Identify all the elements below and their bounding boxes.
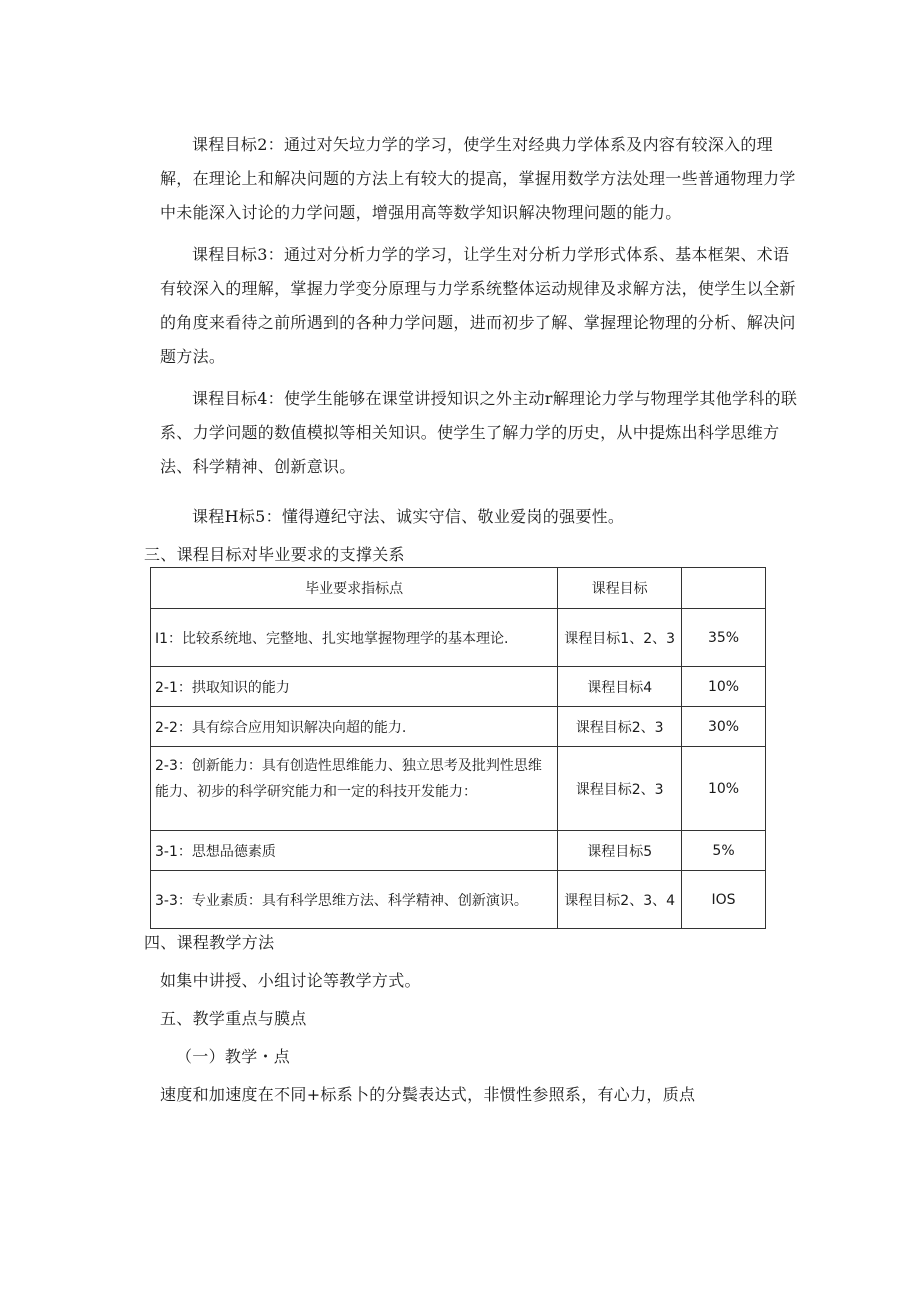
requirement-point: 3-1：思想品德素质 [151,831,558,871]
header-requirement-point: 毕业要求指标点 [151,568,558,609]
requirement-point: 3-3：专业素质：具有科学思维方法、科学精神、创新演识。 [151,871,558,929]
weight: 10% [682,747,766,831]
paragraph-goal-2: 课程目标2：通过对矢垃力学的学习，使学生对经典力学体系及内容有较深入的理解，在理论上和解决问题的方法上有较大的提高，掌握用数学方法处理一些普通物理力学中未能深入讨论的力学问题，增强用高等数学知识解决物理问题的能力。 [160,135,796,222]
course-goal: 课程目标2、3 [558,747,682,831]
subsection-1-heading: （一）教学・点 [176,1047,291,1066]
section-4-text: 如集中讲授、小组讨论等教学方式。 [160,971,421,990]
paragraph-goal-4: 课程目标4：使学生能够在课堂讲授知识之外主动r解理论力学与物理学其他学科的联系、力学问题的数值模拟等相关知识。使学生了解力学的历史，从中提炼出科学思维方法、科学精神、创新意识。 [160,389,798,476]
requirement-point: 2-1：拱取知识的能力 [151,667,558,707]
paragraph-goal-3: 课程目标3：通过对分析力学的学习，让学生对分析力学形式体系、基本框架、术语有较深入的理解，掌握力学变分原理与力学系统整体运动规律及求解方法，使学生以全新的角度来看待之前所遇到的各种力学问题，进而初步了解、掌握理论物理的分析、解决问题方法。 [160,245,796,366]
header-course-goal: 课程目标 [558,568,682,609]
weight: 10% [682,667,766,707]
table-row [151,667,766,707]
section-4-heading: 四、课程教学方法 [144,933,275,952]
requirement-point: 2-2：具有综合应用知识解决向超的能力. [151,707,558,747]
requirement-point: 2-3：创新能力：具有创造性思维能力、独立思考及批判性思维能力、初步的科学研究能力和一定的科技开发能力： [151,747,558,831]
table-row [151,831,766,871]
weight: 30% [682,707,766,747]
requirement-point: I1：比较系统地、完整地、扎实地掌握物理学的基本理论. [151,609,558,667]
table-header-row [151,568,766,609]
header-weight [682,568,766,609]
table-row [151,609,766,667]
subsection-1-text: 速度和加速度在不同+标系卜的分鬓表达式，非惯性参照系，有心力，质点 [160,1085,696,1104]
table-row [151,871,766,929]
weight: 35% [682,609,766,667]
requirements-table [150,567,766,929]
section-5-heading: 五、教学重点与膜点 [160,1009,307,1028]
section-3-heading: 三、课程目标对毕业要求的支撑关系 [144,545,405,564]
weight: 5% [682,831,766,871]
course-goal: 课程目标1、2、3 [558,609,682,667]
course-goal: 课程目标5 [558,831,682,871]
weight: IOS [682,871,766,929]
course-goal: 课程目标2、3、4 [558,871,682,929]
table-row [151,707,766,747]
course-goal: 课程目标4 [558,667,682,707]
table-row [151,747,766,831]
paragraph-goal-5: 课程H标5：懂得遵纪守法、诚实守信、敬业爱岗的强要性。 [192,507,625,526]
course-goal: 课程目标2、3 [558,707,682,747]
